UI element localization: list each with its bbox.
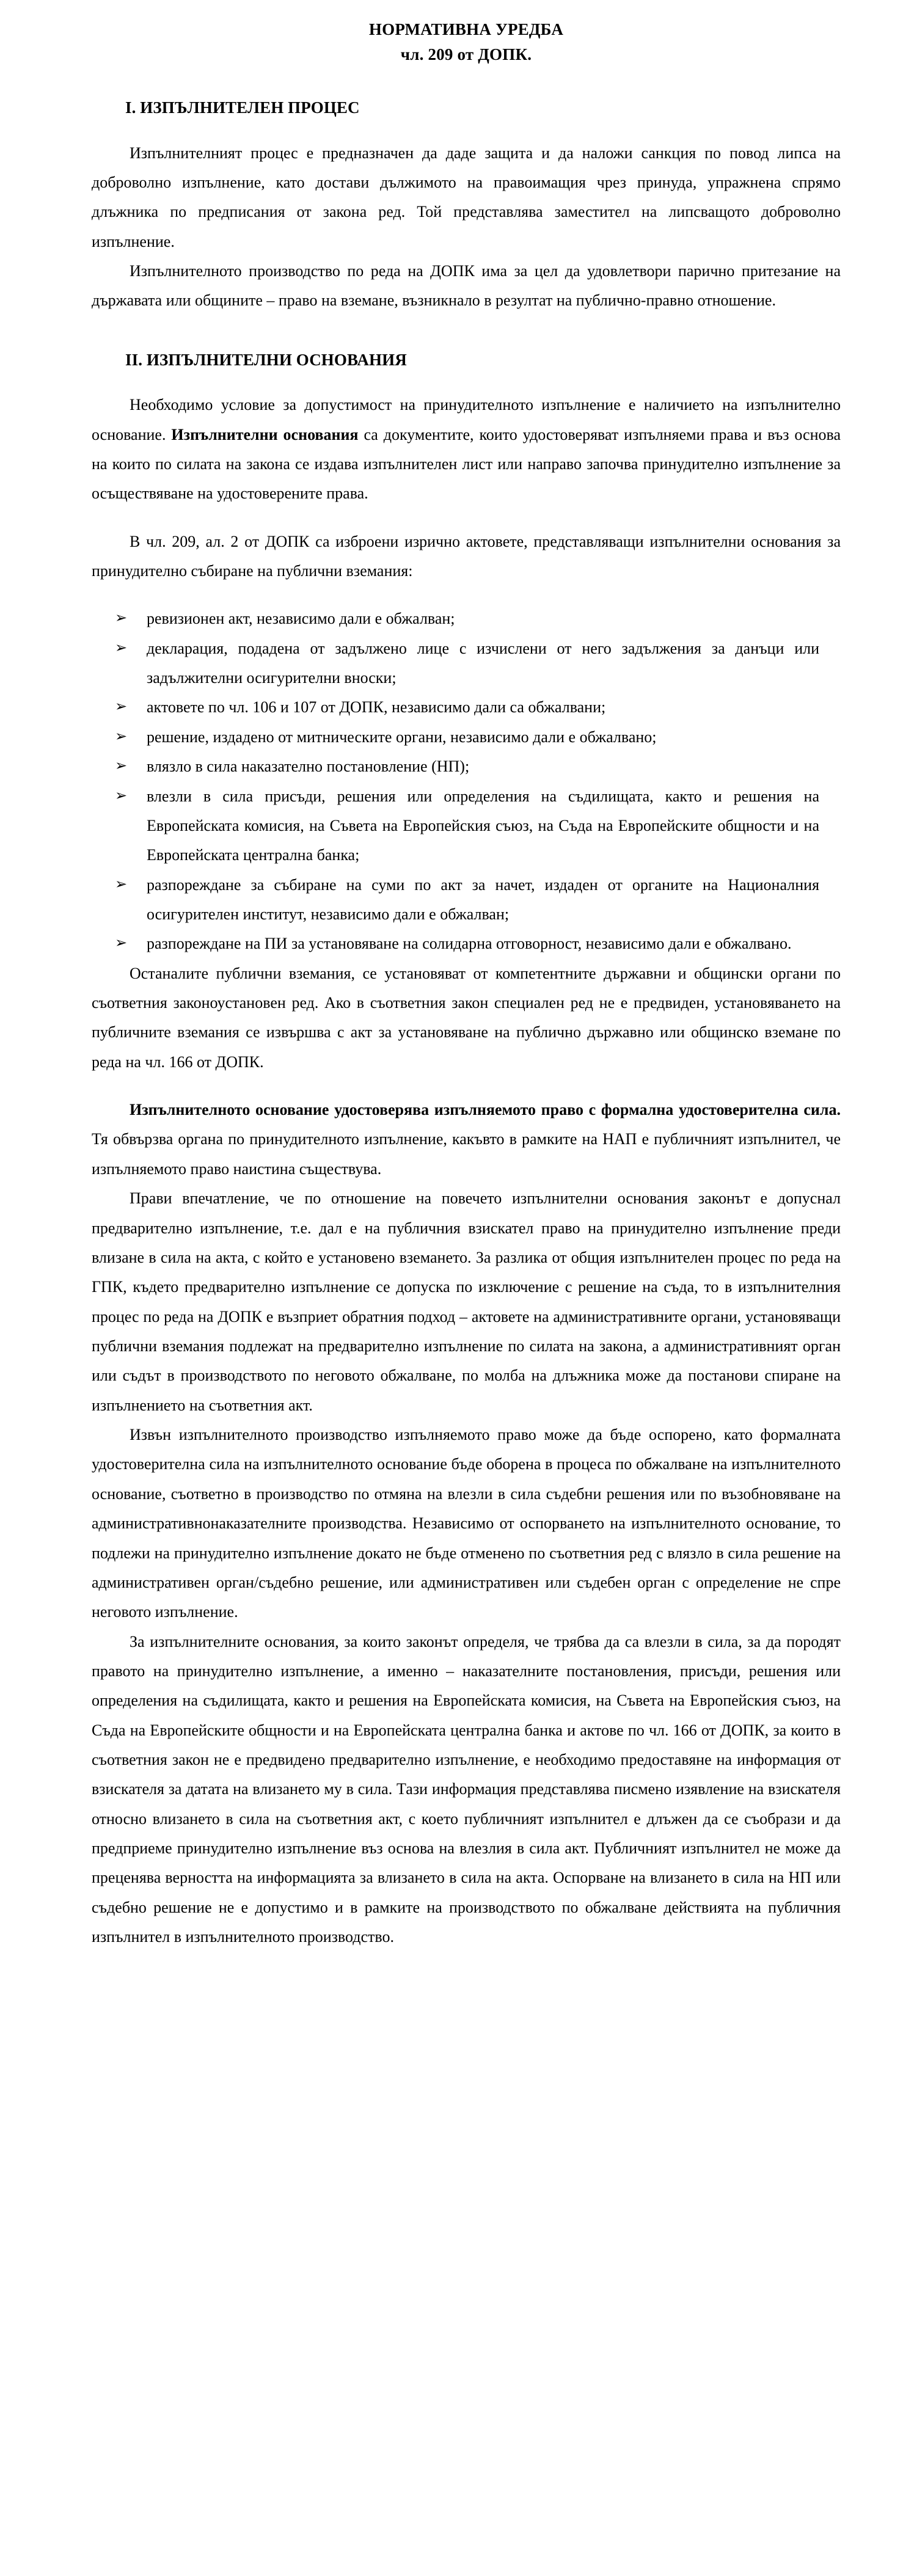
enforcement-grounds-list xyxy=(92,604,841,958)
paragraph: За изпълнителните основания, за които законът определя, че трябва да са влезли в сила, за да породят правото на принудително изпълнение, а именно – наказателните постановления, присъди, решения или определения на съдилищата, както и решения на Европейската комисия, на Съвета на Европейския съюз, на Съда на Европейските общности и на Европейската централна банка и актове по чл. 166 от ДОПК, за които в съответния закон не е предвидено предварително изпълнение, е необходимо предоставяне на информация от взискателя за датата на влизането му в сила. Тази информация представлява писмено изявление на взискателя относно влизането в сила на съответния акт, с което публичният изпълнител е длъжен да се съобрази и да предприеме принудително изпълнение въз основа на влезлия в сила акт. Публичният изпълнител не може да преценява верността на информацията за влизането в сила на акта. Оспорване на влизането в сила на НП или съдебно решение не е допустимо и в рамките на производството по обжалване действията на публичния изпълнител в изпълнителното производство. xyxy=(92,1632,841,1946)
list-item xyxy=(92,752,841,781)
bold-lead-text: Изпълнителното основание удостоверява изпълняемото право с формална удостоверителна сила. xyxy=(130,1101,841,1119)
arrow-bullet-icon: ➢ xyxy=(115,934,128,952)
intro-bold-term: Изпълнителни основания xyxy=(171,425,359,443)
document-title-line-2: чл. 209 от ДОПК. xyxy=(400,45,532,64)
paragraph: Прави впечатление, че по отношение на повечето изпълнителни основания законът е допуснал предварително изпълнение, т.е. дал е на публичния взискател право на принудително изпълнение преди влизане в сила на акта, с който е установено вземането. За разлика от общия изпълнителен процес по реда на ГПК, където предварително изпълнение се допуска по изключение с решение на съда, то в изпълнителния процес по реда на ДОПК е възприет обратния подход – актовете на административните органи, установяващи публични вземания подлежат на предварително изпълнение по силата на закона, а административният орган или съдът в производството по неговото обжалване, по молба на длъжника може да постанови спиране на изпълнението на съответния акт. xyxy=(92,1189,841,1414)
intro-text-part-2: са документите, които удостоверяват изпълняеми права и въз основа на които по силата на закона се издава изпълнителен лист или направо започва принудително изпълнение за осъществяване на удостоверените права. xyxy=(92,425,841,503)
paragraph: Останалите публични вземания, се установяват от компетентните държавни и общински органи по съответния законоустановен ред. Ако в съответния закон специален ред не е предвиден, установяването на публичните вземания се извършва с акт за установяване на публично държавно или общинско вземане по реда на чл. 166 от ДОПК. xyxy=(92,964,841,1071)
list-item-label: разпореждане за събиране на суми по акт за начет, издаден от органите на Националния осигурителен институт, независимо дали е обжалван; xyxy=(147,875,819,923)
list-item-label: влязло в сила наказателно постановление (НП); xyxy=(147,757,470,776)
section-heading-2: II. ИЗПЪЛНИТЕЛНИ ОСНОВАНИЯ xyxy=(125,350,407,369)
arrow-bullet-icon: ➢ xyxy=(115,757,128,775)
arrow-bullet-icon: ➢ xyxy=(115,609,128,627)
list-item xyxy=(92,929,841,958)
list-item xyxy=(92,782,841,870)
paragraph-intro xyxy=(92,390,841,508)
arrow-bullet-icon: ➢ xyxy=(115,727,128,745)
paragraph-bold-lead xyxy=(92,1095,841,1184)
section-heading-1: I. ИЗПЪЛНИТЕЛЕН ПРОЦЕС xyxy=(125,98,360,117)
arrow-bullet-icon: ➢ xyxy=(115,638,128,656)
bold-lead-rest: Тя обвързва органа по принудителното изпълнение, какъвто в рамките на НАП е публичният изпълнител, че изпълняемото право наистина съществува. xyxy=(92,1130,841,1178)
list-item xyxy=(92,693,841,722)
paragraph: Извън изпълнителното производство изпълняемото право може да бъде оспорено, като формалната удостоверителна сила на изпълнителното основание бъде оборена в процеса по обжалване на изпълнителното основание, съответно в производство по отмяна на влезли в сила съдебни решения или по възобновяване на административнонаказателните производства. Независимо от оспорването на изпълнителното основание, то подлежи на принудително изпълнение докато не бъде отменено по съответния ред с влязло в сила решение на административен орган/съдебно решение, или административен или съдебен орган с определение не спре неговото изпълнение. xyxy=(92,1426,841,1621)
paragraph-list-intro: В чл. 209, ал. 2 от ДОПК са изброени изрично актовете, представляващи изпълнителни основания за принудително събиране на публични вземания: xyxy=(92,532,841,580)
paragraph: Изпълнителното производство по реда на ДОПК има за цел да удовлетвори парично притезание на държавата или общините – право на вземане, възникнало в резултат на публично-правно отношение. xyxy=(92,262,841,310)
list-item-label: разпореждане на ПИ за установяване на солидарна отговорност, независимо дали е обжалвано. xyxy=(147,935,792,953)
document-title-line-1: НОРМАТИВНА УРЕДБА xyxy=(368,20,564,38)
paragraph: Изпълнителният процес е предназначен да даде защита и да наложи санкция по повод липса на доброволно изпълнение, като достави дължимото на правоимащия чрез принуда, упражнена спрямо длъжника по предписания от закона ред. Той представлява заместител на липсващото доброволно изпълнение. xyxy=(92,144,841,250)
arrow-bullet-icon: ➢ xyxy=(115,786,128,804)
list-item-label: ревизионен акт, независимо дали е обжалван; xyxy=(147,610,455,628)
list-item-label: актовете по чл. 106 и 107 от ДОПК, независимо дали са обжалвани; xyxy=(147,698,606,717)
intro-text-part-1: Необходимо условие за допустимост на принудителното изпълнение е наличието на изпълнително основание. xyxy=(92,396,841,443)
list-item-label: декларация, подадена от задължено лице с изчислени от него задължения за данъци или задължителни осигурителни вноски; xyxy=(147,639,819,687)
list-item-label: решение, издадено от митническите органи, независимо дали е обжалвано; xyxy=(147,728,657,746)
list-item xyxy=(92,723,841,752)
list-item-label: влезли в сила присъди, решения или определения на съдилищата, както и решения на Европейската комисия, на Съвета на Европейския съюз, на Съда на Европейските общности и на Европейската централна банка; xyxy=(147,787,819,864)
list-item xyxy=(92,634,841,693)
list-item xyxy=(92,870,841,930)
list-item xyxy=(92,604,841,633)
arrow-bullet-icon: ➢ xyxy=(115,875,128,892)
document-title xyxy=(92,17,841,67)
arrow-bullet-icon: ➢ xyxy=(115,698,128,715)
